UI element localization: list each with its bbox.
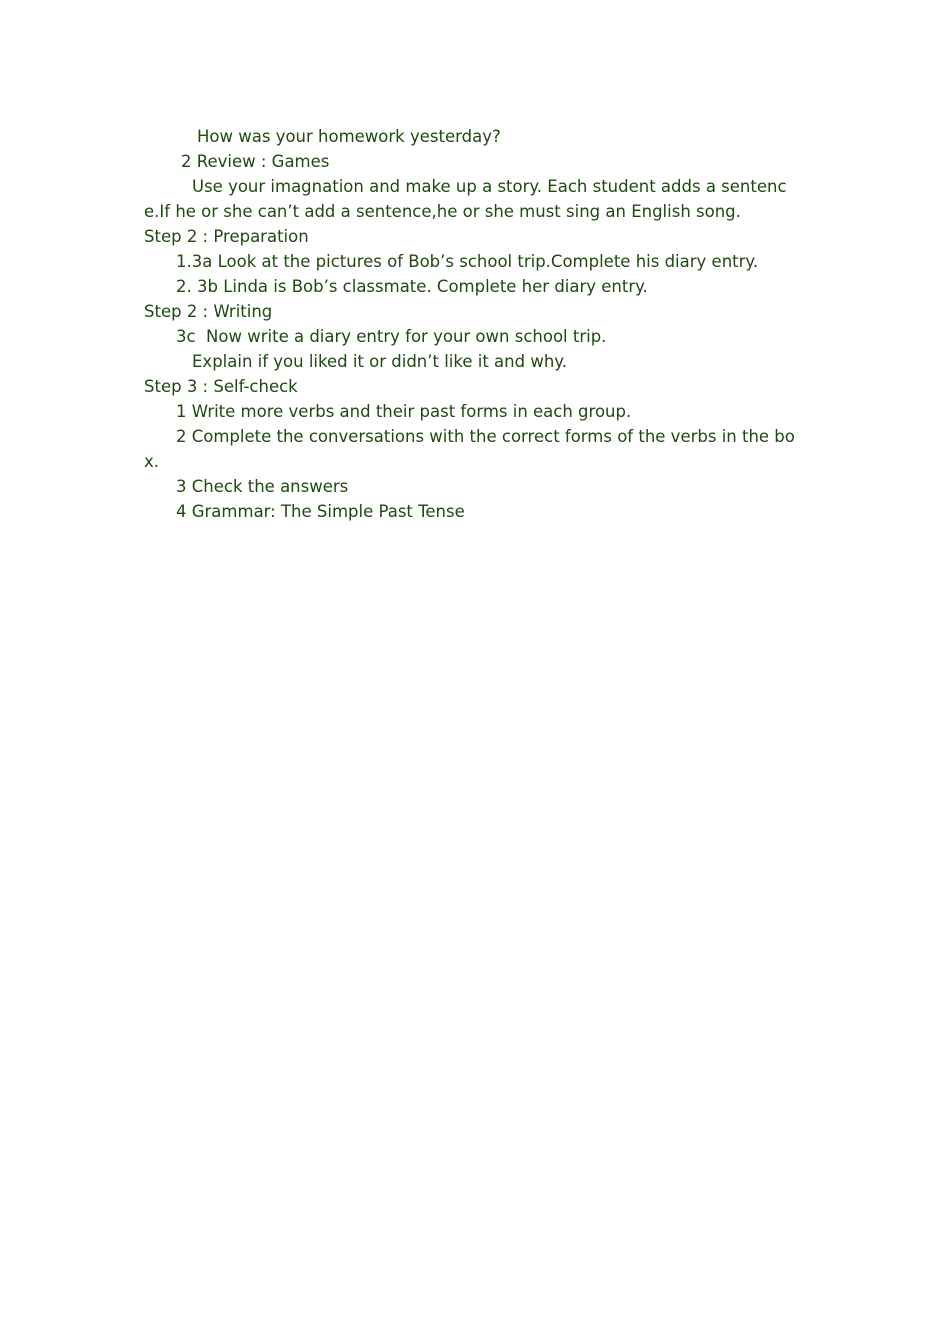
preparation-item-2: 2. 3b Linda is Bob’s classmate. Complete her diary entry. <box>176 277 648 296</box>
self-check-item-2-continued: x. <box>144 452 160 471</box>
self-check-item-3: 3 Check the answers <box>176 477 349 496</box>
homework-question-line: How was your homework yesterday? <box>197 127 501 146</box>
step-self-check-heading: Step 3 : Self-check <box>144 377 298 396</box>
document-body <box>144 124 824 524</box>
writing-item-1: 3c Now write a diary entry for your own school trip. <box>176 327 607 346</box>
self-check-item-2: 2 Complete the conversations with the correct forms of the verbs in the bo <box>176 427 795 446</box>
review-games-heading: 2 Review : Games <box>181 152 330 171</box>
preparation-item-1: 1.3a Look at the pictures of Bob’s school trip.Complete his diary entry. <box>176 252 759 271</box>
story-instruction-line-1: Use your imagnation and make up a story. Each student adds a sentenc <box>192 177 787 196</box>
story-instruction-line-2: e.If he or she can’t add a sentence,he or she must sing an English song. <box>144 202 741 221</box>
writing-item-1-continued: Explain if you liked it or didn’t like it and why. <box>192 352 567 371</box>
step-preparation-heading: Step 2 : Preparation <box>144 227 309 246</box>
step-writing-heading: Step 2 : Writing <box>144 302 273 321</box>
self-check-item-1: 1 Write more verbs and their past forms in each group. <box>176 402 632 421</box>
self-check-item-4: 4 Grammar: The Simple Past Tense <box>176 502 465 521</box>
